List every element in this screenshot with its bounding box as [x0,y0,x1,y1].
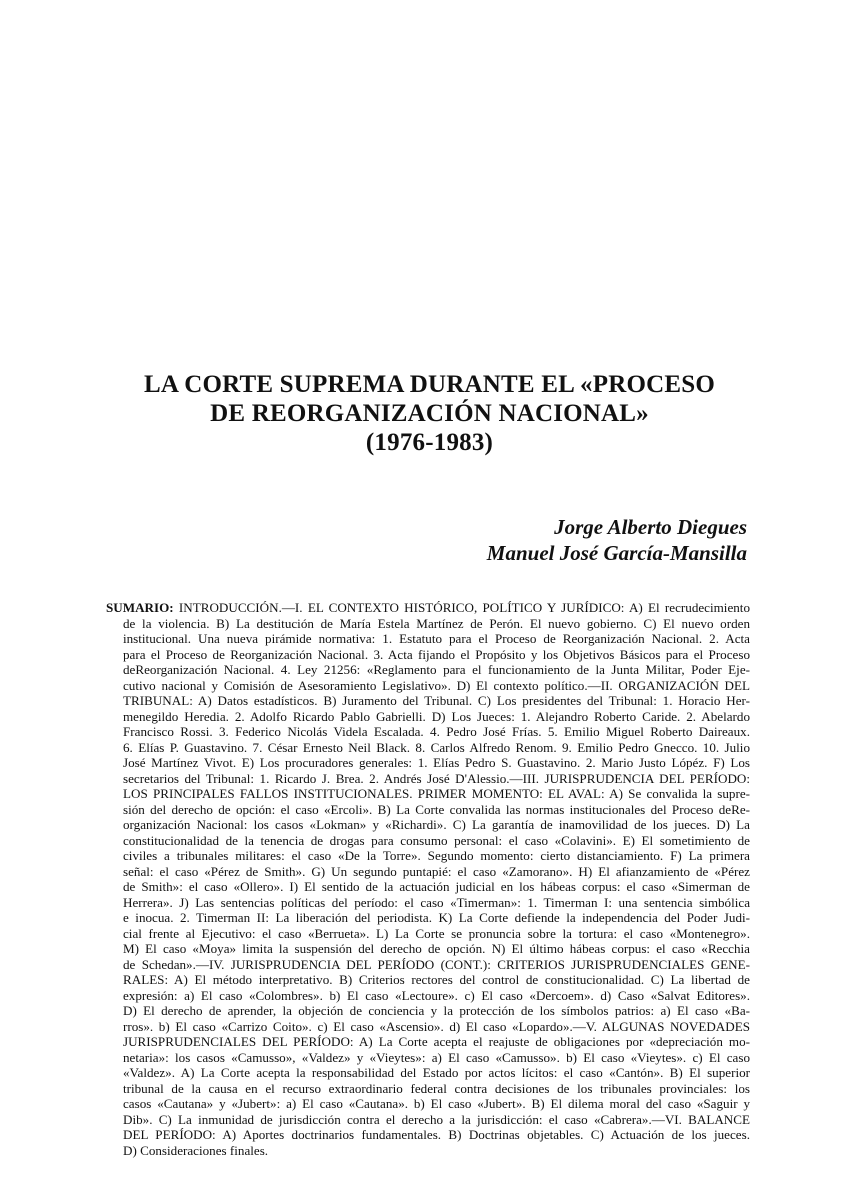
author-name: Jorge Alberto Diegues [554,515,747,539]
author-block [487,514,747,566]
summary-line: M) El caso «Moya» limita la suspensión del derecho de opción. N) El último hábeas corpus: el caso «Recchia [123,941,750,956]
title-line: (1976-1983) [365,429,494,456]
summary-line: de la violencia. B) La destitución de María Estela Martínez de Perón. El nuevo gobierno. C) El nuevo orden [123,615,750,631]
author-name: Manuel José García-Mansilla [486,541,747,565]
title-line: DE REORGANIZACIÓN NACIONAL» [210,400,649,427]
summary-line: D) Consideraciones finales. [123,1142,269,1158]
summary-line: Herrera». J) Las sentencias políticas del período: el caso «Timerman»: 1. Timerman I: una sentencia simbólica [123,894,750,910]
summary-line: deReorganización Nacional. 4. Ley 21256: «Reglamento para el funcionamiento de la Junta Militar, Poder Eje- [123,662,750,677]
summary-line: Dib». C) La inmunidad de jurisdicción contra el derecho a la jurisdicción: el caso «Cabrera».—VI. BALANCE [123,1111,750,1127]
summary-line: LOS PRINCIPALES FALLOS INSTITUCIONALES. PRIMER MOMENTO: EL AVAL: A) Se convalida la supre- [123,786,750,801]
summary-paragraph [106,600,750,1158]
summary-line: netaria»: los casos «Camusso», «Valdez» y «Vieytes»: a) El caso «Camusso». b) El caso «Vieytes». c) El caso [123,1049,750,1065]
summary-line: rros». b) El caso «Carrizo Coito». c) El caso «Ascensio». d) El caso «Lopardo».—V. ALGUNAS NOVEDADES [123,1018,750,1034]
summary-line: secretarios del Tribunal: 1. Ricardo J. Brea. 2. Andrés José D'Alessio.—III. JURISPRUDENCIA DEL PERÍODO: [123,770,750,786]
summary-line: sión del derecho de opción: el caso «Ercoli». B) La Corte convalida las normas institucionales del Proceso deRe- [123,801,750,817]
article-title [80,370,779,457]
summary-line: D) El derecho de aprender, la objeción de conciencia y la protección de los símbolos patrios: a) El caso «Ba- [123,1003,750,1018]
summary-line: cial frente al Ejecutivo: el caso «Berrueta». L) La Corte se pronuncia sobre la tortura: el caso «Montenegro». [123,925,750,941]
summary-line: expresión: a) El caso «Colombres». b) El caso «Lectoure». c) El caso «Dercoem». d) Caso «Salvat Editores». [123,987,750,1003]
summary-line: RALES: A) El método interpretativo. B) Criterios rectores del control de constitucionalidad. C) La libertad de [123,972,750,987]
summary-line: DEL PERÍODO: A) Aportes doctrinarios fundamentales. B) Doctrinas objetables. C) Actuación de los jueces. [123,1127,750,1142]
summary-line: Francisco Rossi. 3. Federico Nicolás Videla Escalada. 4. Pedro José Frías. 5. Emilio Miguel Roberto Daireaux. [123,724,750,739]
summary-label: SUMARIO: [106,600,174,615]
summary-line: 6. Elías P. Guastavino. 7. César Ernesto Neil Black. 8. Carlos Alfredo Renom. 9. Emilio Pedro Gnecco. 10. Julio [123,739,750,755]
summary-line: de Smith»: el caso «Ollero». I) El sentido de la actuación judicial en los hábeas corpus: el caso «Simerman de [123,879,750,894]
summary-line: institucional. Una nueva pirámide normativa: 1. Estatuto para el Proceso de Reorganización Nacional. 2. Acta [123,631,750,646]
summary-line: «Valdez». A) La Corte acepta la responsabilidad del Estado por actos lícitos: el caso «Cantón». B) El superior [123,1065,750,1080]
summary-first-line-text: INTRODUCCIÓN.—I. EL CONTEXTO HISTÓRICO, POLÍTICO Y JURÍDICO: A) El recrudecimiento [173,600,750,615]
summary-line [106,600,750,616]
summary-line: e inocua. 2. Timerman II: La liberación del periodista. K) La Corte defiende la independencia del Poder Judi- [123,910,750,925]
summary-line: TRIBUNAL: A) Datos estadísticos. B) Juramento del Tribunal. C) Los presidentes del Tribunal: 1. Horacio Her- [123,693,750,708]
summary-line: señal: el caso «Pérez de Smith». G) Un segundo puntapié: el caso «Zamorano». H) El afianzamiento de «Pérez [123,863,750,879]
summary-line: cutivo nacional y Comisión de Asesoramiento Legislativo». D) El contexto político.—II. ORGANIZACIÓN DEL [123,677,750,693]
summary-line: civiles a tribunales militares: el caso «De la Torre». Segundo momento: cierto distanciamiento. F) La primera [123,848,750,863]
summary-line: JURISPRUDENCIALES DEL PERÍODO: A) La Corte acepta el reajuste de obligaciones por «depreciación mo- [123,1034,750,1049]
title-line: LA CORTE SUPREMA DURANTE EL «PROCESO [144,371,715,398]
summary-line: constitucionalidad de la tenencia de drogas para consumo personal: el caso «Colavini». E) El sometimiento de [123,832,750,848]
summary-line: para el Proceso de Reorganización Nacional. 3. Acta fijando el Propósito y los Objetivos Básicos para el Proceso [123,646,750,662]
summary-line: tribunal de la causa en el recurso extraordinario federal contra decisiones de los tribunales provinciales: los [123,1080,750,1096]
summary-line: menegildo Heredia. 2. Adolfo Ricardo Pablo Gabrielli. D) Los Jueces: 1. Alejandro Roberto Caride. 2. Abelardo [123,708,750,724]
summary-line: organización Nacional: los casos «Lokman» y «Richardi». C) La garantía de inamovilidad de los jueces. D) La [123,817,750,832]
summary-line: casos «Cautana» y «Jubert»: a) El caso «Cautana». b) El caso «Jubert». B) El dilema moral del caso «Saguir y [123,1096,750,1111]
summary-line: de Schedan».—IV. JURISPRUDENCIA DEL PERÍODO (CONT.): CRITERIOS JURISPRUDENCIALES GENE- [123,956,750,972]
summary-line: José Martínez Vivot. E) Los procuradores generales: 1. Elías Pedro S. Guastavino. 2. Mario Justo Lópéz. F) Los [123,755,750,770]
